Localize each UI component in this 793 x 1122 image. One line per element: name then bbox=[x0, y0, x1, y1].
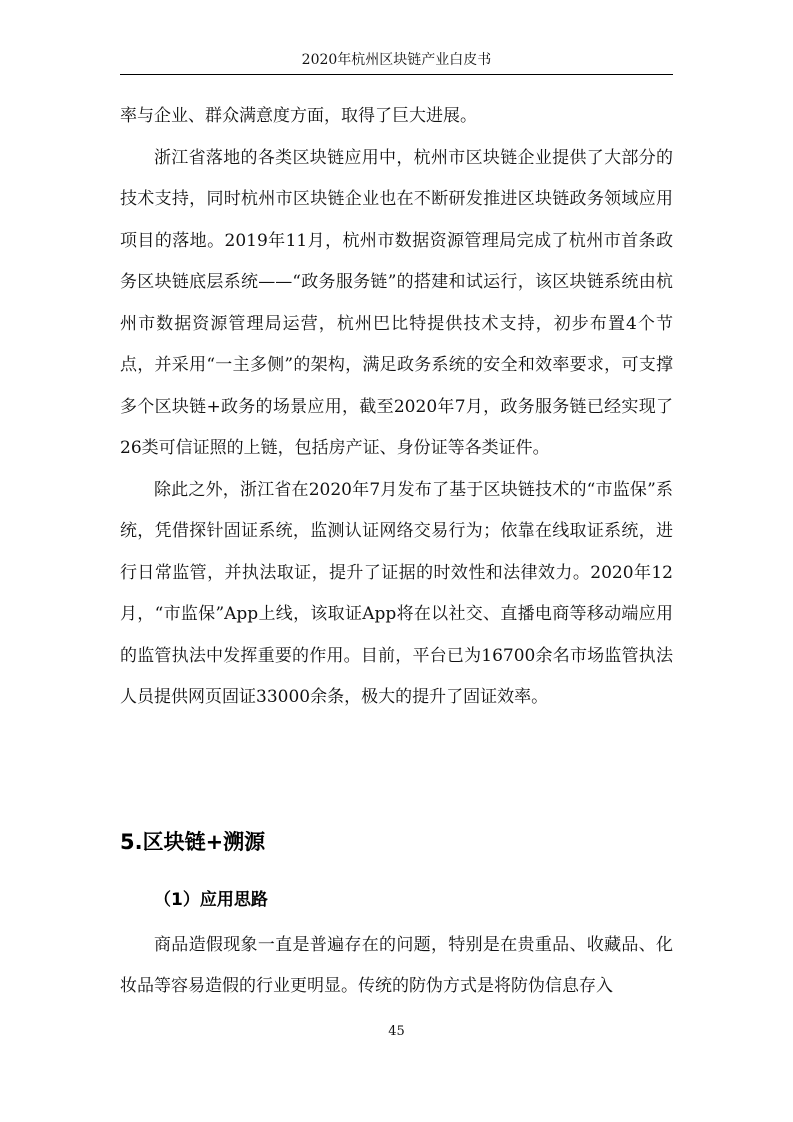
paragraph-traceability: 商品造假现象一直是普遍存在的问题，特别是在贵重品、收藏品、化妆品等容易造假的行业更明显。传统的防伪方式是将防伪信息存入 bbox=[120, 935, 673, 996]
page-number: 45 bbox=[388, 1024, 405, 1039]
section-body-text bbox=[120, 925, 673, 1007]
section-heading: 5.区块链+溯源 bbox=[120, 830, 266, 854]
paragraph-government-chain: 浙江省落地的各类区块链应用中，杭州市区块链企业提供了大部分的技术支持，同时杭州市区块链企业也在不断研发推进区块链政务领域应用项目的落地。2019年11月，杭州市数据资源管理局完成了杭州市首条政务区块链底层系统——“政务服务链”的搭建和试运行，该区块链系统由杭州市数据资源管理局运营，杭州巴比特提供技术支持，初步布置4个节点，并采用“一主多侧”的架构，满足政务系统的安全和效率要求，可支撑多个区块链+政务的场景应用，截至2020年7月，政务服务链已经实现了26类可信证照的上链，包括房产证、身份证等各类证件。 bbox=[120, 147, 673, 458]
paragraph-continued: 率与企业、群众满意度方面，取得了巨大进展。 bbox=[120, 106, 477, 126]
header-title: 2020年杭州区块链产业白皮书 bbox=[301, 52, 492, 68]
body-text bbox=[120, 96, 673, 719]
paragraph-market-supervision: 除此之外，浙江省在2020年7月发布了基于区块链技术的“市监保”系统，凭借探针固证系统，监测认证网络交易行为；依靠在线取证系统，进行日常监管，并执法取证，提升了证据的时效性和法律效力。2020年12月，“市监保”App上线，该取证App将在以社交、直播电商等移动端应用的监管执法中发挥重要的作用。目前，平台已为16700余名市场监管执法人员提供网页固证33000余条，极大的提升了固证效率。 bbox=[120, 479, 673, 707]
page-header bbox=[120, 48, 673, 75]
subsection-heading: （1）应用思路 bbox=[154, 890, 268, 910]
